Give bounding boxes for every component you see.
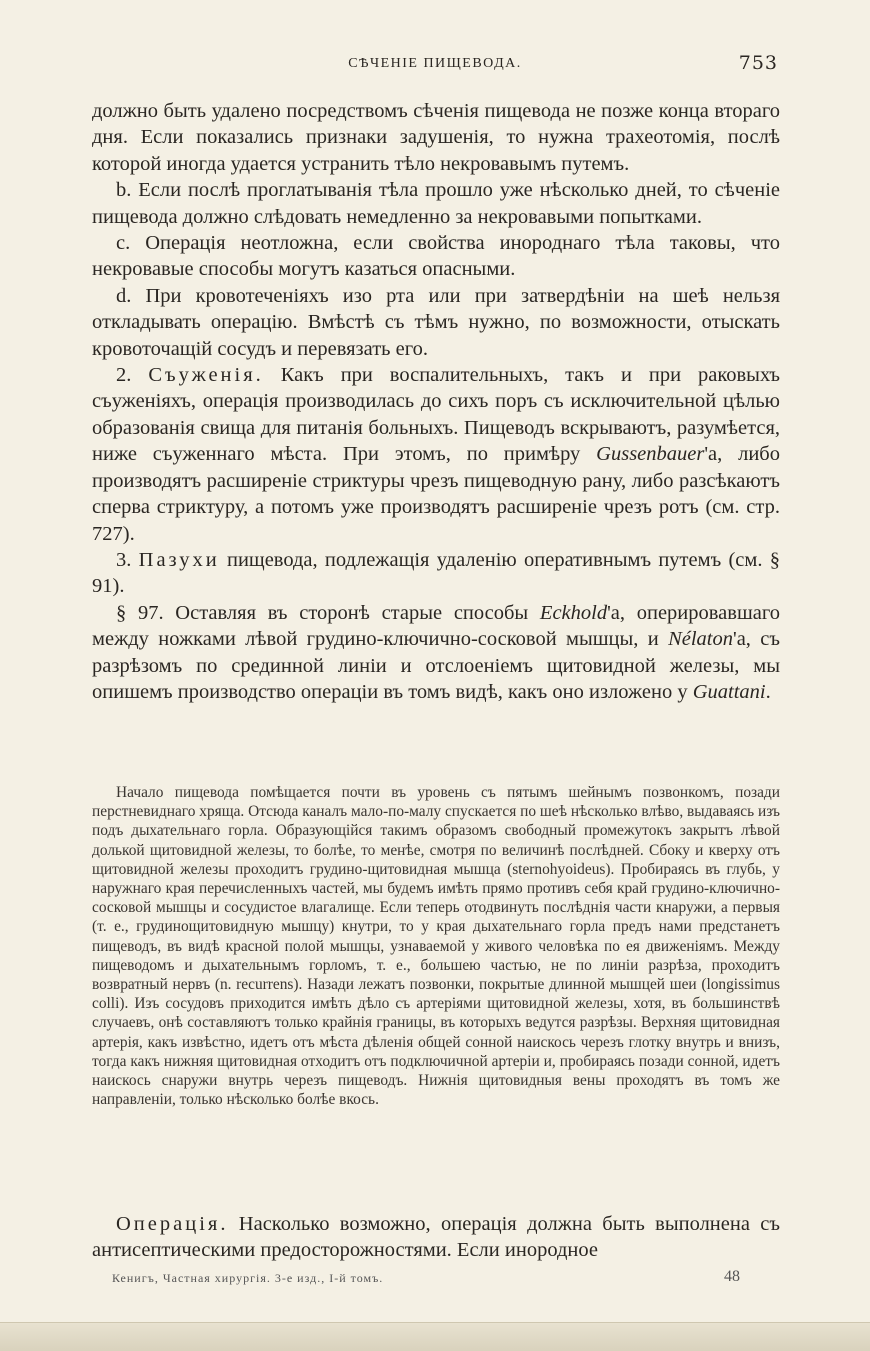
author-name: Gussenbauer (596, 443, 705, 466)
text-run: 'а, съ разрѣзомъ по срединной линіи и отслоеніемъ щитовидной железы, мы опишемъ производство операціи въ томъ видѣ, какъ оно изложено у (92, 628, 780, 703)
author-name: Nélaton (668, 628, 734, 651)
section-heading-diverticula: Пазухи (138, 548, 220, 571)
paragraph-1: должно быть удалено посредствомъ сѣченія пищевода не позже конца втораго дня. Если показались признаки задушенія, то нужна трахеотомія, послѣ которой иногда удается устранить тѣло некровавымъ путемъ. (92, 100, 780, 175)
text-run: 'а, оперировавшаго между ножками лѣвой грудино-ключично-сосковой мышцы, и (92, 601, 780, 651)
running-title: СѢЧЕНІЕ ПИЩЕВОДА. (348, 56, 522, 71)
text-run: § 97. Оставляя въ сторонѣ старые способы (116, 601, 540, 624)
page-footer (112, 1268, 740, 1290)
text-run: . (765, 680, 771, 703)
anatomy-note (92, 783, 780, 1109)
signature-mark: 48 (724, 1268, 740, 1285)
text-run: пищевода, подлежащія удаленію оперативнымъ путемъ (см. § 91). (92, 548, 780, 598)
paragraph-7 (92, 600, 780, 706)
text-run: Какъ при воспалительныхъ, такъ и при раковыхъ съуженіяхъ, операція производилась до сихъ поръ съ исключительной цѣлью образованія свища для питанія больныхъ. Пищеводъ вскрываютъ, разумѣется, ниже съуженнаго мѣста. При этомъ, по примѣру (92, 364, 781, 466)
author-name: Guattani (692, 680, 766, 703)
item-number: 3. (116, 548, 139, 571)
section-heading-stenosis: Съуженія. (148, 364, 264, 387)
paragraph-4: d. При кровотеченіяхъ изо рта или при затвердѣніи на шеѣ нельзя откладывать операцію. Вмѣстѣ съ тѣмъ нужно, по возможности, отыскать кровоточащій сосудъ и перевязать его. (92, 284, 780, 360)
paragraph-operation (92, 1211, 780, 1264)
text-run: 'а, либо производятъ расширеніе стриктуры чрезъ пищеводную рану, либо разсѣкаютъ сперва стриктуру, а потомъ уже производятъ расширеніе чрезъ ротъ (см. стр. 727). (92, 443, 780, 545)
paragraph-6 (92, 547, 780, 600)
page-edge (0, 1322, 870, 1351)
main-text (92, 98, 780, 705)
section-heading-operation: Операція. (116, 1213, 229, 1235)
small-paragraph: Начало пищевода помѣщается почти въ уровень съ пятымъ шейнымъ позвонкомъ, позади перстневиднаго хряща. Отсюда каналъ мало-по-малу спускается по шеѣ нѣсколько влѣво, выдаваясь изъ подъ дыхательнаго горла. Образующійся такимъ образомъ свободный промежутокъ закрытъ лѣвой долькой щитовидной железы, то болѣе, то менѣе, смотря по величинѣ послѣдней. Сбоку и кверху отъ щитовидной железы проходитъ грудино-щитовидная мышца (sternohyoideus). Пробираясь въ глубь, у наружнаго края перечисленныхъ частей, мы будемъ имѣть прямо противъ себя край грудино-ключично-сосковой мышцы и сосудистое влагалище. Если теперь отодвинуть послѣднія части кнаружи, а первыя (т. е., грудинощитовидную мышцу) кнутри, то у края дыхательнаго горла предъ нами предстанетъ пищеводъ, въ видѣ красной полой мышцы, узнаваемой у живого человѣка по ея движеніямъ. Между пищеводомъ и дыхательнымъ горломъ, т. е., большею частью, не по линіи разрѣза, проходитъ возвратный нервъ (n. recurrens). Назади лежатъ позвонки, покрытые длинной мышцей шеи (longissimus colli). Изъ сосудовъ приходится имѣть дѣло съ артеріями щитовидной железы, хотя, въ большинствѣ случаевъ, онѣ составляютъ только крайнія границы, въ которыхъ ведутся разрѣзы. Верхняя щитовидная артерія, какъ извѣстно, идетъ отъ мѣста дѣленія общей сонной наискось черезъ глотку внутрь и внизъ, тогда какъ нижняя щитовидная отходитъ отъ подключичной артеріи и, пробираясь позади сонной, идетъ наискось снаружи внутрь черезъ пищеводъ. Нижнія щитовидныя вены проходятъ въ томъ же направленіи, только нѣсколько болѣе вкось. (92, 784, 780, 1109)
item-number: 2. (116, 364, 149, 387)
text-run: Насколько возможно, операція должна быть выполнена съ антисептическими предосторожностями. Если инородное (92, 1213, 780, 1262)
operation-section (92, 1211, 780, 1264)
page-header (92, 52, 778, 76)
paragraph-3: c. Операція неотложна, если свойства инороднаго тѣла таковы, что некровавые способы могутъ казаться опасными. (92, 232, 780, 281)
footer-note: Кенигъ, Частная хирургія. 3-е изд., I-й томъ. (112, 1271, 384, 1285)
paragraph-5 (92, 362, 780, 547)
page-number: 753 (738, 52, 778, 74)
author-name: Eckhold (539, 601, 608, 624)
paragraph-2: b. Если послѣ проглатыванія тѣла прошло уже нѣсколько дней, то сѣченіе пищевода должно слѣдовать немедленно за некровавыми попытками. (92, 179, 780, 228)
